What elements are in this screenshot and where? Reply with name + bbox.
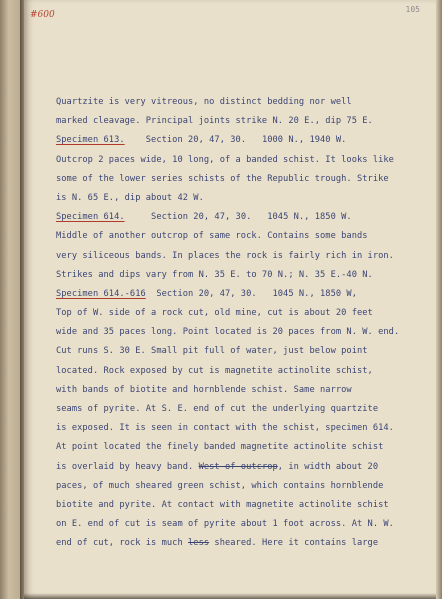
text-line: biotite and pyrite. At contact with magnetite actinolite schist xyxy=(56,499,389,510)
text-line: At point located the finely banded magnetite actinolite schist xyxy=(56,442,384,453)
specimen-label: Specimen 613. xyxy=(56,135,125,146)
text-line: on E. end of cut is seam of pyrite about 1 foot across. At N. W. xyxy=(56,519,394,530)
text-line: marked cleavage. Principal joints strike N. 20 E., dip 75 E. xyxy=(56,116,373,127)
page-number: 105 xyxy=(405,5,420,14)
text-line: Cut runs S. 30 E. Small pit full of water, just below point xyxy=(56,346,368,357)
text-line: is exposed. It is seen in contact with the schist, specimen 614. xyxy=(56,423,394,434)
notebook-page xyxy=(24,0,436,599)
text-line: paces, of much sheared green schist, which contains hornblende xyxy=(56,480,384,491)
right-page-edge xyxy=(436,0,442,599)
location-text: Section 20, 47, 30. 1000 N., 1940 W. xyxy=(124,135,347,146)
left-page-bleedthrough: · · · · · · · · · · xyxy=(3,89,8,520)
text-line: Middle of another outcrop of same rock. Contains some bands xyxy=(56,231,368,242)
specimen-heading xyxy=(56,208,434,227)
text-segment: end of cut, rock is much xyxy=(56,538,189,549)
field-notes-text xyxy=(56,93,434,554)
text-segment: , in width about 20 xyxy=(277,461,379,472)
location-text: Section 20, 47, 30. 1045 N., 1850 W, xyxy=(145,288,357,299)
text-line: very siliceous bands. In places the rock is fairly rich in iron. xyxy=(56,250,394,261)
left-page-edge xyxy=(0,0,22,599)
struck-text: West of outcrop xyxy=(198,461,278,472)
location-text: Section 20, 47, 30. 1045 N., 1850 W. xyxy=(124,212,352,223)
text-line: seams of pyrite. At S. E. end of cut the underlying quartzite xyxy=(56,404,379,414)
text-line: Outcrop 2 paces wide, 10 long, of a banded schist. It looks like xyxy=(56,154,394,165)
specimen-heading xyxy=(56,131,434,150)
struck-text: less xyxy=(188,538,210,549)
text-line: is N. 65 E., dip about 42 W. xyxy=(56,192,204,203)
specimen-label: Specimen 614.-616 xyxy=(56,288,146,299)
text-line xyxy=(56,458,434,477)
text-line: Top of W. side of a rock cut, old mine, cut is about 20 feet xyxy=(56,308,373,319)
text-line: located. Rock exposed by cut is magnetite actinolite schist, xyxy=(56,365,373,376)
text-segment: is overlaid by heavy band. xyxy=(56,461,199,472)
text-segment: sheared. Here it contains large xyxy=(209,538,379,549)
text-line: Quartzite is very vitreous, no distinct bedding nor well xyxy=(56,97,352,107)
text-line: Strikes and dips vary from N. 35 E. to 70 N.; N. 35 E.-40 N. xyxy=(56,269,373,280)
text-line: some of the lower series schists of the Republic trough. Strike xyxy=(56,173,389,184)
page-bottom-shadow xyxy=(24,593,436,599)
text-line xyxy=(56,534,434,553)
text-line: with bands of biotite and hornblende schist. Same narrow xyxy=(56,384,352,395)
specimen-label: Specimen 614. xyxy=(56,212,125,223)
text-line: wide and 35 paces long. Point located is 20 paces from N. W. end. xyxy=(56,327,400,338)
folio-number: #600 xyxy=(30,10,55,20)
specimen-heading xyxy=(56,285,434,304)
